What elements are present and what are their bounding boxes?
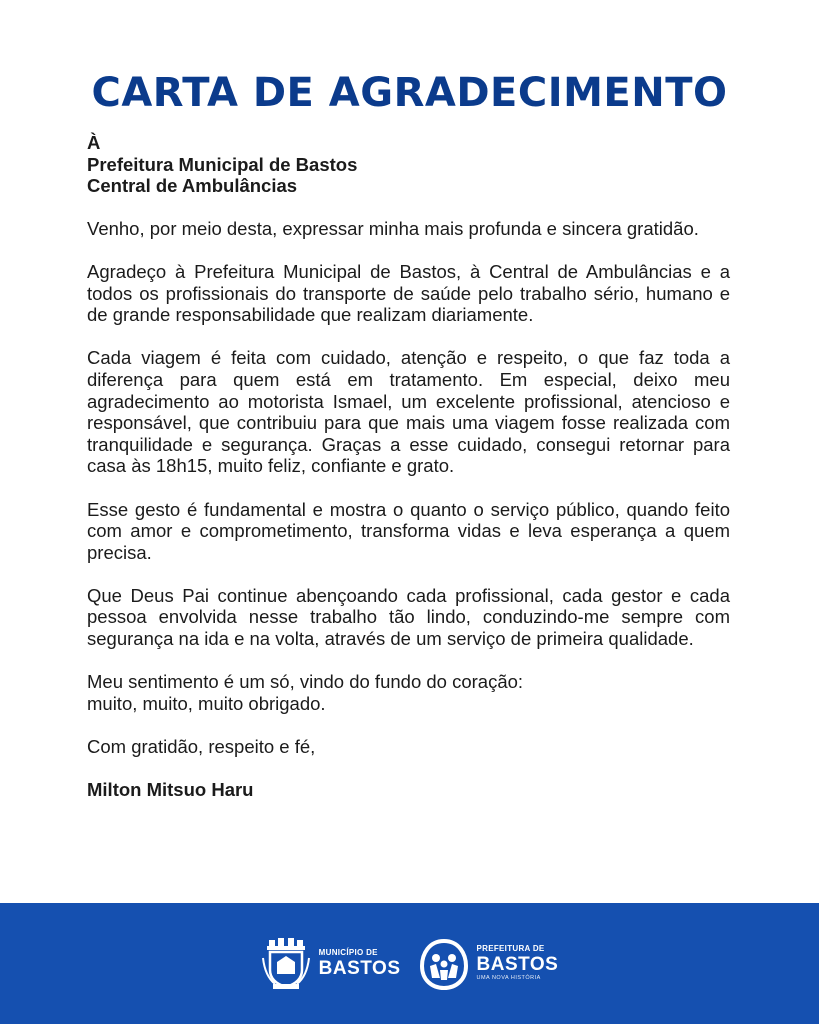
recipient-line-2: Prefeitura Municipal de Bastos bbox=[87, 153, 358, 175]
footer-banner bbox=[0, 903, 819, 1024]
coat-of-arms-icon bbox=[261, 938, 311, 990]
paragraph-thanks: Agradeço à Prefeitura Municipal de Bastos, à Central de Ambulâncias e a todos os profissionais do transporte de saúde pelo trabalho sério, humano e de grande responsabilidade que realizam diariamente. bbox=[87, 260, 730, 326]
prefeitura-tagline: UMA NOVA HISTÓRIA bbox=[476, 975, 541, 982]
prefeitura-emblem-icon bbox=[419, 938, 469, 990]
closing-block bbox=[87, 671, 730, 714]
letter-title: CARTA DE AGRADECIMENTO bbox=[91, 70, 728, 116]
footer-logos bbox=[0, 903, 819, 1024]
letter-body bbox=[87, 132, 730, 800]
recipient-line-1: À bbox=[87, 132, 101, 153]
signoff: Com gratidão, respeito e fé, bbox=[87, 736, 316, 758]
signature: Milton Mitsuo Haru bbox=[87, 778, 254, 800]
paragraph-trip: Cada viagem é feita com cuidado, atenção e respeito, o que faz toda a diferença para quem está em tratamento. Em especial, deixo meu agradecimento ao motorista Ismael, um excelente profissional, atencioso e responsável, que contribuiu para que mais uma viagem fosse realizada com tranquilidade e segurança. Graças a esse cuidado, consegui retornar para casa às 18h15, muito feliz, confiante e grato. bbox=[87, 347, 730, 477]
municipio-logo bbox=[261, 938, 401, 990]
closing-line-2: muito, muito, muito obrigado. bbox=[87, 692, 326, 714]
prefeitura-label: PREFEITURA DE bbox=[476, 944, 545, 954]
closing-line-1: Meu sentimento é um só, vindo do fundo do coração: bbox=[87, 671, 524, 693]
prefeitura-name: BASTOS bbox=[476, 954, 559, 976]
municipio-label: MUNICÍPIO DE bbox=[318, 948, 378, 957]
prefeitura-logo bbox=[419, 938, 559, 990]
recipient-block bbox=[87, 132, 730, 197]
paragraph-gratitude: Venho, por meio desta, expressar minha mais profunda e sincera gratidão. bbox=[87, 217, 699, 239]
municipio-name: BASTOS bbox=[318, 958, 401, 979]
paragraph-blessing: Que Deus Pai continue abençoando cada profissional, cada gestor e cada pessoa envolvida nesse trabalho tão lindo, conduzindo-me sempre com segurança na ida e na volta, através de um serviço de primeira qualidade. bbox=[87, 584, 730, 650]
paragraph-gesture: Esse gesto é fundamental e mostra o quanto o serviço público, quando feito com amor e comprometimento, transforma vidas e leva esperança a quem precisa. bbox=[87, 498, 730, 563]
recipient-line-3: Central de Ambulâncias bbox=[87, 175, 298, 197]
